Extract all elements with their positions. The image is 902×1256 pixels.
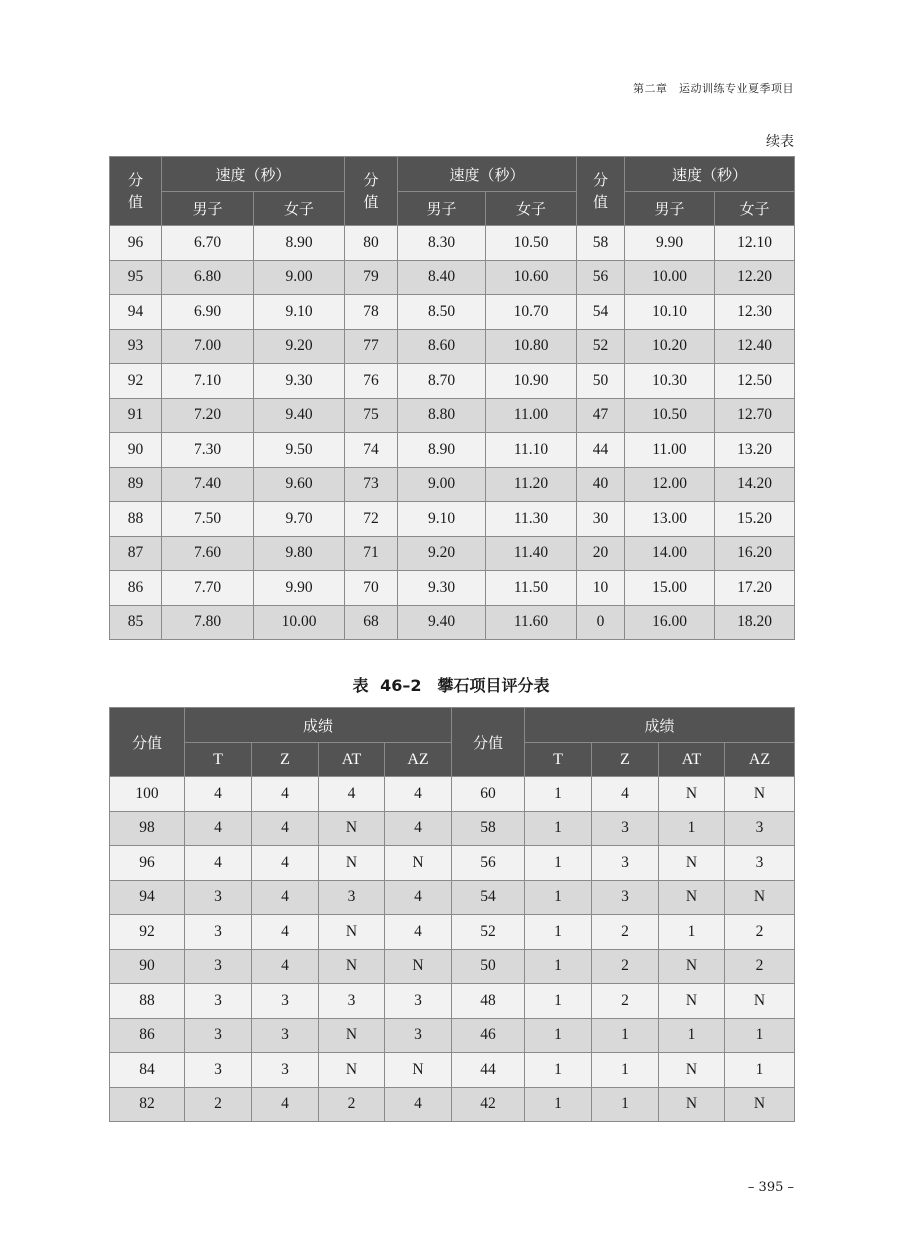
table-cell: N <box>319 1018 385 1053</box>
table-cell: 10.10 <box>625 295 715 330</box>
table-cell: 86 <box>110 1018 185 1053</box>
table-cell: 12.50 <box>715 364 795 399</box>
table-cell: N <box>319 915 385 950</box>
table-cell: 1 <box>525 984 592 1019</box>
table-cell: 2 <box>185 1087 252 1122</box>
table-cell: 46 <box>452 1018 525 1053</box>
table-cell: 11.00 <box>625 433 715 468</box>
table-cell: 50 <box>452 949 525 984</box>
table-cell: 10.70 <box>486 295 577 330</box>
table-cell: 52 <box>577 329 625 364</box>
table-cell: 73 <box>345 467 398 502</box>
table-cell: 11.60 <box>486 605 577 640</box>
sub-header: Z <box>252 743 319 777</box>
table-cell: 91 <box>110 398 162 433</box>
table-cell: 48 <box>452 984 525 1019</box>
table-row <box>110 329 795 364</box>
table-cell: 95 <box>110 260 162 295</box>
score-header: 分值 <box>110 708 185 777</box>
sub-header: AT <box>319 743 385 777</box>
table-cell: 12.40 <box>715 329 795 364</box>
table-cell: 56 <box>452 846 525 881</box>
table-cell: 2 <box>319 1087 385 1122</box>
table-cell: 42 <box>452 1087 525 1122</box>
table-cell: 88 <box>110 502 162 537</box>
table-cell: 20 <box>577 536 625 571</box>
table-cell: 3 <box>725 811 795 846</box>
table-row <box>110 915 795 950</box>
table-cell: 4 <box>252 1087 319 1122</box>
table-cell: 9.80 <box>254 536 345 571</box>
table-cell: 90 <box>110 949 185 984</box>
speed-score-table <box>109 156 795 640</box>
table-cell: N <box>385 846 452 881</box>
table-cell: 2 <box>592 915 659 950</box>
table-cell: 87 <box>110 536 162 571</box>
table-cell: 72 <box>345 502 398 537</box>
table-cell: 44 <box>577 433 625 468</box>
table-cell: 3 <box>385 1018 452 1053</box>
table-cell: 68 <box>345 605 398 640</box>
table-cell: 1 <box>525 880 592 915</box>
table-cell: 85 <box>110 605 162 640</box>
table-cell: N <box>659 984 725 1019</box>
table-cell: 3 <box>319 880 385 915</box>
score-header: 分 值 <box>345 157 398 226</box>
table-cell: 3 <box>185 984 252 1019</box>
table-cell: 4 <box>385 811 452 846</box>
table-cell: 14.20 <box>715 467 795 502</box>
table-cell: 4 <box>385 1087 452 1122</box>
table-cell: 8.70 <box>398 364 486 399</box>
table-cell: 10 <box>577 571 625 606</box>
table-cell: 3 <box>592 846 659 881</box>
table-cell: 44 <box>452 1053 525 1088</box>
table-cell: 80 <box>345 226 398 261</box>
table-cell: 1 <box>525 1087 592 1122</box>
table-cell: 4 <box>252 915 319 950</box>
table-row <box>110 984 795 1019</box>
table-cell: 4 <box>385 915 452 950</box>
table-cell: 11.10 <box>486 433 577 468</box>
table-cell: 78 <box>345 295 398 330</box>
table-cell: 1 <box>659 811 725 846</box>
table-cell: 1 <box>725 1053 795 1088</box>
table-cell: 13.00 <box>625 502 715 537</box>
female-header: 女子 <box>486 192 577 226</box>
table-cell: N <box>319 1053 385 1088</box>
table-cell: 3 <box>185 949 252 984</box>
table-cell: 1 <box>592 1087 659 1122</box>
table-cell: 8.90 <box>398 433 486 468</box>
sub-header: AZ <box>385 743 452 777</box>
table-cell: N <box>659 846 725 881</box>
table-cell: 1 <box>525 949 592 984</box>
sub-header: Z <box>592 743 659 777</box>
table-cell: 9.30 <box>254 364 345 399</box>
table-cell: 9.00 <box>398 467 486 502</box>
table-cell: 100 <box>110 777 185 812</box>
table-cell: 7.70 <box>162 571 254 606</box>
table-cell: 3 <box>592 811 659 846</box>
table-cell: 70 <box>345 571 398 606</box>
table-row <box>110 398 795 433</box>
table-cell: N <box>385 1053 452 1088</box>
table-cell: 9.40 <box>254 398 345 433</box>
table-cell: N <box>319 811 385 846</box>
table-cell: 10.30 <box>625 364 715 399</box>
table-cell: 8.30 <box>398 226 486 261</box>
table-cell: 3 <box>185 880 252 915</box>
table-cell: 9.70 <box>254 502 345 537</box>
table-cell: N <box>659 880 725 915</box>
table-cell: 11.20 <box>486 467 577 502</box>
table-cell: 9.20 <box>398 536 486 571</box>
table-cell: 3 <box>592 880 659 915</box>
table-cell: 60 <box>452 777 525 812</box>
male-header: 男子 <box>162 192 254 226</box>
table-cell: 9.30 <box>398 571 486 606</box>
table-cell: 12.20 <box>715 260 795 295</box>
table-cell: 10.00 <box>254 605 345 640</box>
table-row <box>110 226 795 261</box>
table-cell: N <box>725 984 795 1019</box>
table-row <box>110 777 795 812</box>
table-cell: 79 <box>345 260 398 295</box>
table-cell: N <box>659 1087 725 1122</box>
table-cell: 4 <box>385 880 452 915</box>
table-cell: 4 <box>252 811 319 846</box>
table-cell: 4 <box>385 777 452 812</box>
table-cell: 90 <box>110 433 162 468</box>
table-cell: 12.30 <box>715 295 795 330</box>
table-cell: 6.70 <box>162 226 254 261</box>
table-cell: 3 <box>252 1053 319 1088</box>
score-header: 分值 <box>452 708 525 777</box>
table-cell: 10.80 <box>486 329 577 364</box>
table-row <box>110 1087 795 1122</box>
table-cell: 92 <box>110 364 162 399</box>
table-cell: 12.70 <box>715 398 795 433</box>
table-cell: 7.20 <box>162 398 254 433</box>
speed-group-header: 速度（秒） <box>625 157 795 192</box>
table-cell: 10.90 <box>486 364 577 399</box>
table-cell: 17.20 <box>715 571 795 606</box>
table-cell: 12.10 <box>715 226 795 261</box>
table-cell: 88 <box>110 984 185 1019</box>
table-cell: 96 <box>110 226 162 261</box>
table-row <box>110 880 795 915</box>
male-header: 男子 <box>398 192 486 226</box>
table-row <box>110 846 795 881</box>
male-header: 男子 <box>625 192 715 226</box>
table-cell: 7.60 <box>162 536 254 571</box>
sub-header: T <box>525 743 592 777</box>
table-cell: 92 <box>110 915 185 950</box>
table-cell: 8.40 <box>398 260 486 295</box>
table-cell: 10.60 <box>486 260 577 295</box>
table-cell: N <box>385 949 452 984</box>
table-cell: 76 <box>345 364 398 399</box>
continued-label: 续表 <box>766 134 794 150</box>
table-cell: 10.00 <box>625 260 715 295</box>
table-cell: 4 <box>185 846 252 881</box>
table-cell: 58 <box>577 226 625 261</box>
table-cell: 13.20 <box>715 433 795 468</box>
table-cell: 58 <box>452 811 525 846</box>
table-row <box>110 1053 795 1088</box>
table-cell: 74 <box>345 433 398 468</box>
table-cell: 2 <box>725 949 795 984</box>
table-cell: 75 <box>345 398 398 433</box>
table-cell: 9.00 <box>254 260 345 295</box>
table-cell: 16.00 <box>625 605 715 640</box>
table-cell: 50 <box>577 364 625 399</box>
running-header: 第二章 运动训练专业夏季项目 <box>633 82 794 95</box>
table-row <box>110 1018 795 1053</box>
table-cell: 3 <box>252 984 319 1019</box>
table-cell: 9.60 <box>254 467 345 502</box>
table-cell: 9.40 <box>398 605 486 640</box>
table-cell: 56 <box>577 260 625 295</box>
table-row <box>110 260 795 295</box>
table-cell: 4 <box>185 811 252 846</box>
table-cell: 94 <box>110 295 162 330</box>
table-cell: 16.20 <box>715 536 795 571</box>
table-row <box>110 949 795 984</box>
female-header: 女子 <box>254 192 345 226</box>
table-cell: 9.10 <box>398 502 486 537</box>
table-row <box>110 295 795 330</box>
sub-header: T <box>185 743 252 777</box>
table-cell: 6.80 <box>162 260 254 295</box>
female-header: 女子 <box>715 192 795 226</box>
table-cell: 3 <box>252 1018 319 1053</box>
table-cell: 71 <box>345 536 398 571</box>
table-cell: N <box>725 777 795 812</box>
table-cell: 7.10 <box>162 364 254 399</box>
table-cell: 1 <box>525 811 592 846</box>
table-cell: 15.20 <box>715 502 795 537</box>
table-cell: 96 <box>110 846 185 881</box>
page-number: – 395 – <box>747 1180 794 1195</box>
table-cell: 30 <box>577 502 625 537</box>
table-cell: 1 <box>725 1018 795 1053</box>
table-cell: 11.50 <box>486 571 577 606</box>
table-cell: 89 <box>110 467 162 502</box>
table-cell: 1 <box>659 1018 725 1053</box>
table-cell: 1 <box>525 1018 592 1053</box>
table-cell: 3 <box>185 1018 252 1053</box>
table-cell: 11.40 <box>486 536 577 571</box>
table-cell: 77 <box>345 329 398 364</box>
table-cell: 11.30 <box>486 502 577 537</box>
table-cell: N <box>319 949 385 984</box>
table-cell: 7.00 <box>162 329 254 364</box>
table-cell: 4 <box>252 777 319 812</box>
table-cell: 1 <box>525 846 592 881</box>
speed-group-header: 速度（秒） <box>398 157 577 192</box>
table-cell: 10.50 <box>486 226 577 261</box>
table-cell: 93 <box>110 329 162 364</box>
table-cell: 47 <box>577 398 625 433</box>
table-cell: 52 <box>452 915 525 950</box>
table-cell: 15.00 <box>625 571 715 606</box>
score-header: 分 值 <box>577 157 625 226</box>
table-cell: 2 <box>592 949 659 984</box>
table-cell: 6.90 <box>162 295 254 330</box>
table-cell: 3 <box>725 846 795 881</box>
table-cell: 2 <box>592 984 659 1019</box>
table-title: 表 46–2 攀石项目评分表 <box>352 676 550 695</box>
table-cell: N <box>725 1087 795 1122</box>
table-cell: 0 <box>577 605 625 640</box>
table-cell: 40 <box>577 467 625 502</box>
table-row <box>110 605 795 640</box>
table-row <box>110 536 795 571</box>
table-cell: 12.00 <box>625 467 715 502</box>
table-cell: N <box>659 949 725 984</box>
table-cell: 1 <box>659 915 725 950</box>
table-cell: 1 <box>525 777 592 812</box>
table-cell: 7.50 <box>162 502 254 537</box>
table-cell: 18.20 <box>715 605 795 640</box>
score-header: 分 值 <box>110 157 162 226</box>
table-cell: 94 <box>110 880 185 915</box>
table-cell: 2 <box>725 915 795 950</box>
table-cell: 3 <box>385 984 452 1019</box>
table-cell: 54 <box>452 880 525 915</box>
table-row <box>110 433 795 468</box>
table-cell: 4 <box>592 777 659 812</box>
table-cell: 10.50 <box>625 398 715 433</box>
table-cell: 82 <box>110 1087 185 1122</box>
table-cell: 54 <box>577 295 625 330</box>
table-cell: 4 <box>319 777 385 812</box>
table-cell: 7.40 <box>162 467 254 502</box>
table-row <box>110 811 795 846</box>
table-cell: 7.30 <box>162 433 254 468</box>
table-cell: 8.90 <box>254 226 345 261</box>
table-row <box>110 571 795 606</box>
table-cell: N <box>659 777 725 812</box>
table-cell: N <box>725 880 795 915</box>
table-cell: 86 <box>110 571 162 606</box>
table-cell: 8.60 <box>398 329 486 364</box>
speed-group-header: 速度（秒） <box>162 157 345 192</box>
table-cell: 1 <box>592 1018 659 1053</box>
table-cell: 4 <box>252 846 319 881</box>
table-cell: 14.00 <box>625 536 715 571</box>
sub-header: AZ <box>725 743 795 777</box>
table-cell: 1 <box>525 1053 592 1088</box>
table-cell: 3 <box>185 915 252 950</box>
table-cell: N <box>659 1053 725 1088</box>
table-cell: 8.80 <box>398 398 486 433</box>
table-cell: 3 <box>319 984 385 1019</box>
table-cell: 10.20 <box>625 329 715 364</box>
table-cell: N <box>319 846 385 881</box>
table-cell: 4 <box>185 777 252 812</box>
table-cell: 1 <box>525 915 592 950</box>
table-cell: 8.50 <box>398 295 486 330</box>
table-cell: 4 <box>252 880 319 915</box>
table-row <box>110 364 795 399</box>
table-cell: 9.90 <box>254 571 345 606</box>
table-cell: 4 <box>252 949 319 984</box>
table-cell: 11.00 <box>486 398 577 433</box>
table-row <box>110 502 795 537</box>
table-cell: 9.10 <box>254 295 345 330</box>
table-cell: 1 <box>592 1053 659 1088</box>
climbing-score-table <box>109 707 795 1122</box>
table-cell: 9.20 <box>254 329 345 364</box>
result-group-header: 成绩 <box>525 708 795 743</box>
table-cell: 98 <box>110 811 185 846</box>
sub-header: AT <box>659 743 725 777</box>
table-cell: 84 <box>110 1053 185 1088</box>
table-cell: 7.80 <box>162 605 254 640</box>
result-group-header: 成绩 <box>185 708 452 743</box>
table-cell: 3 <box>185 1053 252 1088</box>
table-cell: 9.50 <box>254 433 345 468</box>
table-row <box>110 467 795 502</box>
table-cell: 9.90 <box>625 226 715 261</box>
